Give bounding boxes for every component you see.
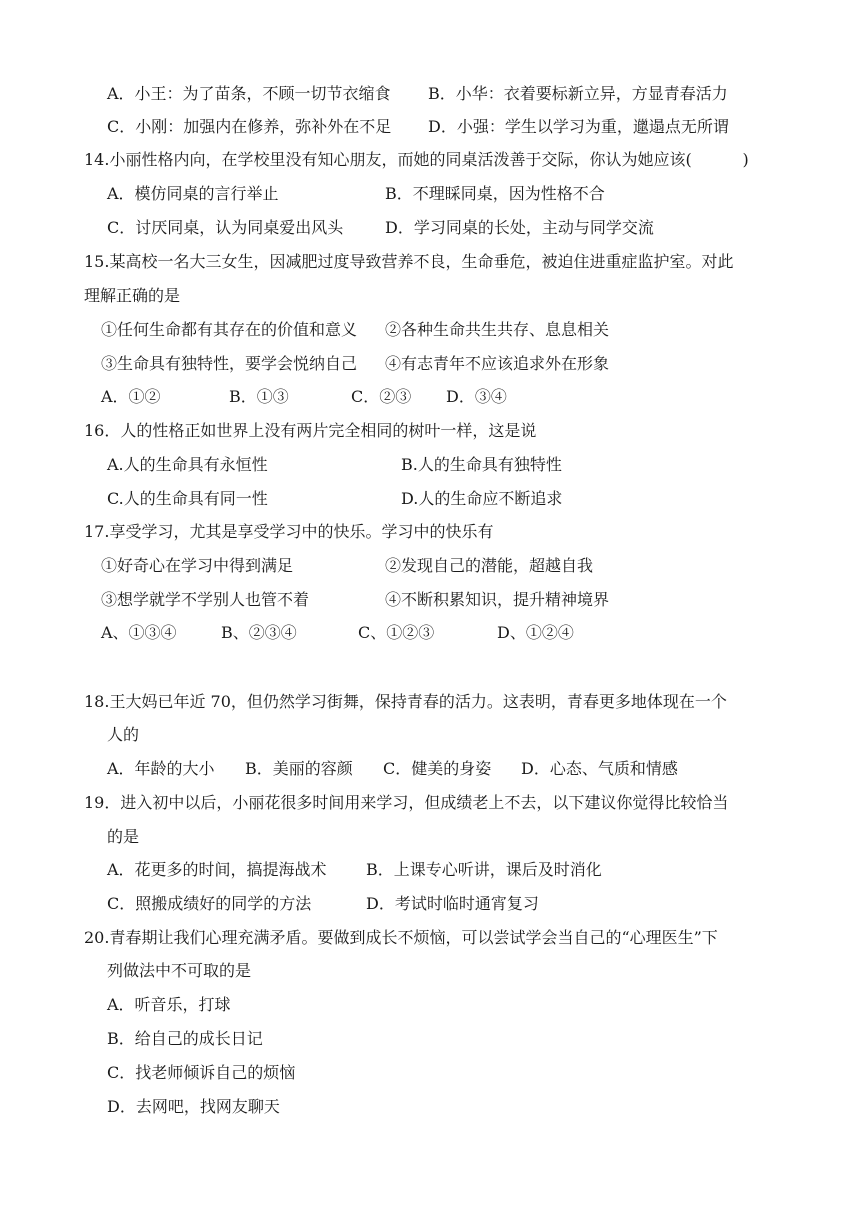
q14-option-d: D．学习同桌的长处，主动与同学交流 [385,218,654,237]
q18-option-c: C．健美的身姿 [383,759,492,778]
q20-option-a: A．听音乐，打球 [107,995,231,1014]
q16-option-d: D.人的生命应不断追求 [401,489,563,508]
q17-statement-1: ①好奇心在学习中得到满足 [101,556,294,575]
q18-stem-line2: 人的 [107,725,140,744]
q18-option-d: D．心态、气质和情感 [521,759,678,778]
q17-options [0,622,860,644]
q13-options-row1 [0,83,860,105]
q15-option-a: A．①② [101,387,161,406]
q18-options [0,758,860,780]
q17-option-b: B、②③④ [221,623,297,642]
q15-stem-line2: 理解正确的是 [84,286,181,305]
q17-statement-4: ④不断积累知识，提升精神境界 [385,590,610,609]
q17-statements-row2 [0,589,860,611]
q17-statement-3: ③想学就学不学别人也管不着 [101,590,310,609]
q15-statements-row2 [0,353,860,375]
q19-stem-line2: 的是 [107,827,140,846]
q15-stem-line1: 15.某高校一名大三女生，因减肥过度导致营养不良，生命垂危，被迫住进重症监护室。对此 [84,252,734,271]
q20-stem-line2: 列做法中不可取的是 [107,961,252,980]
q17-option-a: A、①③④ [101,623,177,642]
q19-options-row2 [0,893,860,915]
q15-statement-2: ②各种生命共生共存、息息相关 [385,320,610,339]
q14-option-c: C．讨厌同桌，认为同桌爱出风头 [107,218,344,237]
q16-option-b: B.人的生命具有独特性 [401,455,562,474]
q16-options-row2 [0,488,860,510]
q19-stem-line1: 19．进入初中以后，小丽花很多时间用来学习，但成绩老上不去，以下建议你觉得比较恰当 [84,793,729,812]
q14-option-b: B．不理睬同桌，因为性格不合 [385,184,605,203]
q13-option-a: A．小王：为了苗条，不顾一切节衣缩食 [107,84,391,103]
q18-option-a: A．年龄的大小 [107,759,215,778]
q14-option-a: A．模仿同桌的言行举止 [107,184,279,203]
q17-statements-row1 [0,555,860,577]
q16-option-a: A.人的生命具有永恒性 [107,455,268,474]
q15-statement-3: ③生命具有独特性，要学会悦纳自己 [101,354,358,373]
q18-option-b: B．美丽的容颜 [245,759,353,778]
q17-option-c: C、①②③ [358,623,435,642]
q15-options [0,386,860,408]
q20-stem-line1: 20.青春期让我们心理充满矛盾。要做到成长不烦恼，可以尝试学会当自己的“心理医生”下 [84,928,718,947]
q20-option-b: B．给自己的成长日记 [107,1029,263,1048]
q15-option-b: B．①③ [229,387,289,406]
q14-options-row1 [0,183,860,205]
q16-options-row1 [0,454,860,476]
q17-option-d: D、①②④ [497,623,574,642]
q17-statement-2: ②发现自己的潜能，超越自我 [385,556,594,575]
q16-option-c: C.人的生命具有同一性 [107,489,268,508]
q13-options-row2 [0,116,860,138]
q15-statement-1: ①任何生命都有其存在的价值和意义 [101,320,358,339]
q17-stem: 17.享受学习，尤其是享受学习中的快乐。学习中的快乐有 [84,522,494,541]
q15-statements-row1 [0,319,860,341]
q19-option-a: A．花更多的时间，搞提海战术 [107,860,327,879]
q20-option-c: C．找老师倾诉自己的烦恼 [107,1063,296,1082]
q18-stem-line1: 18.王大妈已年近 70，但仍然学习街舞，保持青春的活力。这表明，青春更多地体现在一个 [84,692,727,711]
q20-option-d: D．去网吧，找网友聊天 [107,1097,280,1116]
q14-stem: 14.小丽性格内向，在学校里没有知心朋友，而她的同桌活泼善于交际，你认为她应该( ) [84,150,749,169]
q13-option-b: B．小华：衣着要标新立异，方显青春活力 [428,84,728,103]
q19-option-b: B．上课专心听讲，课后及时消化 [366,860,602,879]
q13-option-d: D．小强：学生以学习为重，邋遢点无所谓 [428,117,729,136]
q13-option-c: C．小刚：加强内在修养，弥补外在不足 [107,117,392,136]
q14-options-row2 [0,217,860,239]
q15-option-d: D．③④ [446,387,507,406]
q19-options-row1 [0,859,860,881]
q15-statement-4: ④有志青年不应该追求外在形象 [385,354,610,373]
q15-option-c: C．②③ [351,387,412,406]
q19-option-d: D．考试时临时通宵复习 [366,894,539,913]
q16-stem: 16．人的性格正如世界上没有两片完全相同的树叶一样，这是说 [84,421,537,440]
q19-option-c: C．照搬成绩好的同学的方法 [107,894,312,913]
